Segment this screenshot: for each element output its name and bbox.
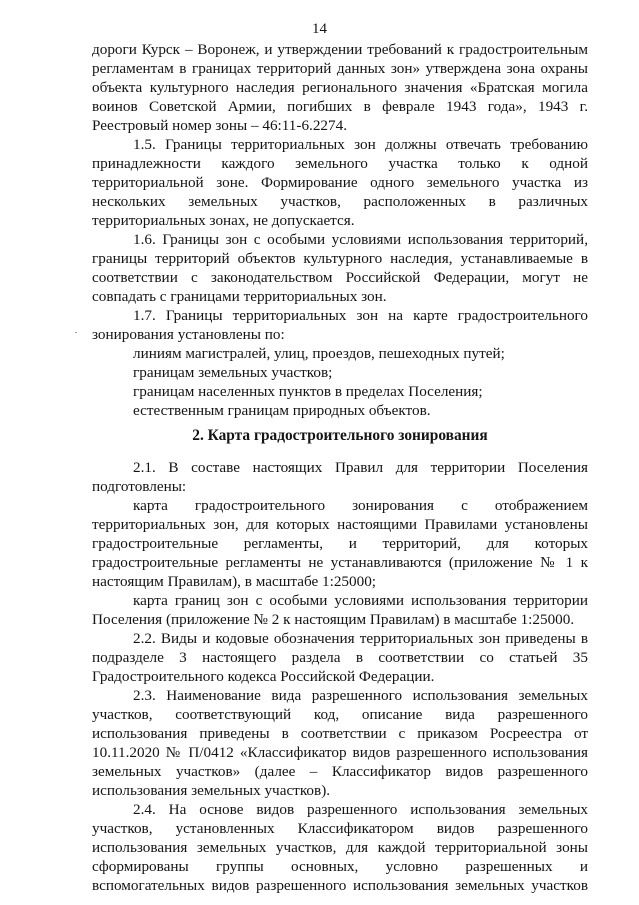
- paragraph-2-1-line-3: карта градостроительного зонирования с отображением: [133, 497, 588, 514]
- paragraph-1-7-line-2: зонирования установлены по:: [92, 326, 285, 343]
- paragraph-2-2-line-2: подразделе 3 настоящего раздела в соответствии со статьей 35: [92, 649, 588, 666]
- paragraph-1-6-line-3: соответствии с законодательством Российской Федерации, могут не: [92, 269, 588, 286]
- paragraph-2-4-line-3: использования земельных участков, для каждой территориальной зоны: [92, 839, 588, 856]
- paragraph-2-3-line-5: земельных участков» (далее – Классификатор видов разрешенного: [92, 763, 588, 780]
- list-item-4: естественным границам природных объектов.: [133, 402, 431, 419]
- paragraph-2-3-line-3: использования приведены в соответствии с приказом Росреестра от: [92, 725, 588, 742]
- list-item-3: границам населенных пунктов в пределах Поселения;: [133, 383, 483, 400]
- paragraph-1-6-line-2: границы территорий объектов культурного наследия, устанавливаемые в: [92, 250, 588, 267]
- paragraph-2-1-line-5: градостроительные регламенты, и территорий, для которых: [92, 535, 588, 552]
- paragraph-2-3-line-4: 10.11.2020 № П/0412 «Классификатор видов разрешенного использования: [92, 744, 588, 761]
- paragraph-2-4-line-2: участков, установленных Классификатором видов разрешенного: [92, 820, 588, 837]
- paragraph-1-line-2: регламентам в границах территорий данных зон» утверждена зона охраны: [92, 60, 588, 77]
- paragraph-1-5-line-5: территориальных зонах, не допускается.: [92, 212, 355, 229]
- scan-artifact: [75, 332, 77, 333]
- paragraph-1-5-line-2: принадлежности каждого земельного участка только к одной: [92, 155, 588, 172]
- paragraph-2-1-line-2: подготовлены:: [92, 478, 187, 495]
- paragraph-1-5-line-1: 1.5. Границы территориальных зон должны отвечать требованию: [133, 136, 588, 153]
- paragraph-2-1-line-4: территориальных зон, для которых настоящими Правилами установлены: [92, 516, 588, 533]
- paragraph-2-4-line-4: сформированы группы основных, условно разрешенных и: [92, 858, 588, 875]
- paragraph-2-4-line-5: вспомогательных видов разрешенного использования земельных участков: [92, 877, 588, 894]
- paragraph-2-1-line-6: градостроительные регламенты не устанавливаются (приложение № 1 к: [92, 554, 588, 571]
- list-item-2: границам земельных участков;: [133, 364, 333, 381]
- paragraph-2-2-line-1: 2.2. Виды и кодовые обозначения территориальных зон приведены в: [133, 630, 588, 647]
- paragraph-2-2-line-3: Градостроительного кодекса Российской Федерации.: [92, 668, 435, 685]
- paragraph-1-6-line-4: совпадать с границами территориальных зон.: [92, 288, 387, 305]
- paragraph-2-1-line-7: настоящим Правилам), в масштабе 1:25000;: [92, 573, 377, 590]
- list-item-1: линиям магистралей, улиц, проездов, пешеходных путей;: [133, 345, 505, 362]
- paragraph-1-7-line-1: 1.7. Границы территориальных зон на карте градостроительного: [133, 307, 588, 324]
- paragraph-2-4-line-1: 2.4. На основе видов разрешенного использования земельных: [133, 801, 588, 818]
- paragraph-2-3-line-6: использования земельных участков).: [92, 782, 331, 799]
- paragraph-2-1-line-9: Поселения (приложение № 2 к настоящим Правилам) в масштабе 1:25000.: [92, 611, 575, 628]
- paragraph-1-line-4: воинов Советской Армии, погибших в феврале 1943 года», 1943 г.: [92, 98, 588, 115]
- paragraph-1-6-line-1: 1.6. Границы зон с особыми условиями использования территорий,: [133, 231, 588, 248]
- paragraph-1-line-3: объекта культурного наследия регионального значения «Братская могила: [92, 79, 588, 96]
- paragraph-1-5-line-3: территориальной зоне. Формирование одного земельного участка из: [92, 174, 588, 191]
- paragraph-2-3-line-1: 2.3. Наименование вида разрешенного использования земельных: [133, 687, 588, 704]
- page-number: 14: [312, 21, 327, 37]
- paragraph-2-1-line-8: карта границ зон с особыми условиями использования территории: [133, 592, 588, 609]
- paragraph-2-3-line-2: участков, соответствующий код, описание вида разрешенного: [92, 706, 588, 723]
- paragraph-2-1-line-1: 2.1. В составе настоящих Правил для территории Поселения: [133, 459, 588, 476]
- paragraph-1-5-line-4: нескольких земельных участков, расположенных в различных: [92, 193, 588, 210]
- paragraph-1-line-1: дороги Курск – Воронеж, и утверждении требований к градостроительным: [92, 41, 588, 58]
- paragraph-1-line-5: Реестровый номер зоны – 46:11-6.2274.: [92, 117, 348, 134]
- section-heading: 2. Карта градостроительного зонирования: [192, 427, 488, 444]
